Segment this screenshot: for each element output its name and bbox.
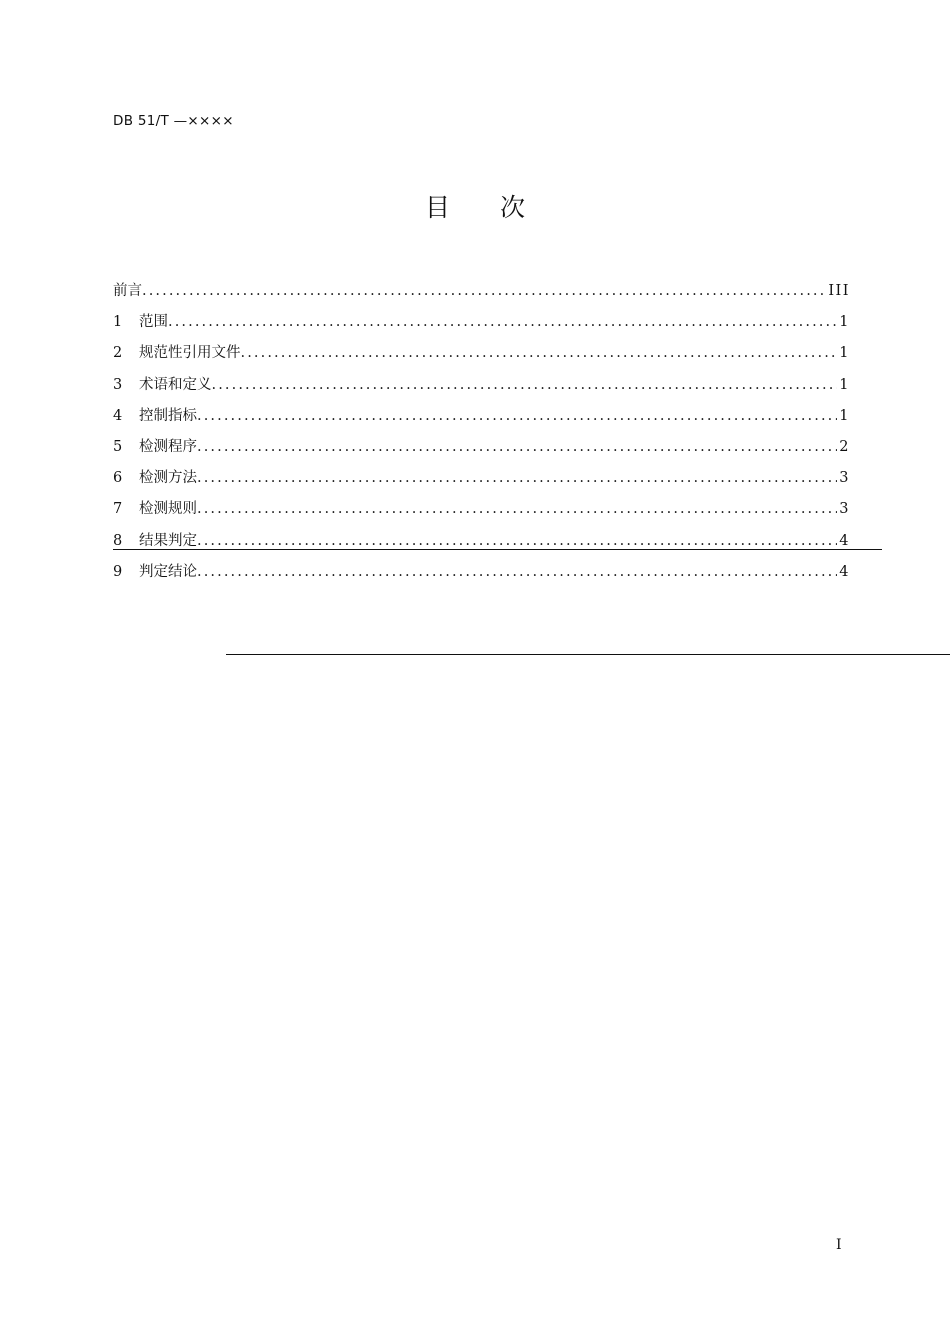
toc-leader-dots (197, 559, 837, 585)
toc-entry-number: 8 (113, 532, 123, 549)
toc-entry-number: 7 (113, 501, 123, 518)
toc-entry-page: 3 (839, 501, 850, 518)
toc-entry-number: 9 (113, 563, 123, 580)
toc-entry-label: 前言 (113, 283, 142, 299)
toc-entry-page: 3 (839, 470, 850, 487)
toc-entry-label: 检测程序 (139, 438, 197, 455)
toc-entry-number: 2 (113, 345, 123, 362)
toc-entry-page: 1 (839, 376, 850, 393)
toc-leader-dots (197, 403, 837, 429)
toc-entry-page: 4 (839, 563, 850, 580)
toc-entry-1[interactable] (113, 309, 850, 340)
toc-entry-page: 1 (839, 407, 850, 424)
toc-entry-label: 判定结论 (139, 563, 197, 580)
toc-entry-6[interactable] (113, 465, 850, 496)
toc-entry-label: 检测方法 (139, 470, 197, 487)
toc-entry-page: 2 (839, 438, 850, 455)
standard-code: DB 51/T —×××× (113, 113, 234, 129)
section-separator-line (226, 654, 950, 655)
toc-entry-2[interactable] (113, 340, 850, 371)
toc-entry-label: 结果判定 (139, 532, 197, 549)
toc-leader-dots (197, 465, 837, 491)
toc-entry-label: 术语和定义 (139, 376, 212, 393)
toc-entry-foreword[interactable] (113, 278, 850, 309)
toc-entry-page: 4 (839, 532, 850, 549)
toc-leader-dots (142, 278, 826, 304)
toc-entry-label: 控制指标 (139, 407, 197, 424)
toc-leader-dots (197, 496, 837, 522)
toc-title-char-1: 目 (424, 193, 450, 222)
toc-entry-number: 1 (113, 314, 123, 331)
toc-entry-4[interactable] (113, 403, 850, 434)
toc-entry-label: 检测规则 (139, 501, 197, 518)
toc-entry-number: 5 (113, 438, 123, 455)
toc-leader-dots (168, 309, 837, 335)
toc-entry-number: 3 (113, 376, 123, 393)
toc-title (0, 188, 950, 224)
toc-entry-label: 范围 (139, 314, 168, 331)
toc-entry-7[interactable] (113, 496, 850, 527)
page-number: I (836, 1237, 842, 1253)
toc-entry-underline (113, 549, 882, 550)
toc-entry-5[interactable] (113, 434, 850, 465)
toc-entry-page: III (828, 283, 850, 299)
toc-entry-8[interactable] (113, 528, 850, 559)
toc-entry-number: 6 (113, 470, 123, 487)
toc-list (113, 278, 850, 590)
toc-entry-number: 4 (113, 407, 123, 424)
toc-entry-page: 1 (839, 345, 850, 362)
toc-leader-dots (212, 372, 838, 398)
toc-entry-label: 规范性引用文件 (139, 345, 241, 362)
toc-leader-dots (197, 434, 837, 460)
toc-leader-dots (241, 340, 838, 366)
toc-entry-9[interactable] (113, 559, 850, 590)
toc-title-char-2: 次 (500, 193, 526, 222)
toc-entry-page: 1 (839, 314, 850, 331)
toc-entry-3[interactable] (113, 372, 850, 403)
